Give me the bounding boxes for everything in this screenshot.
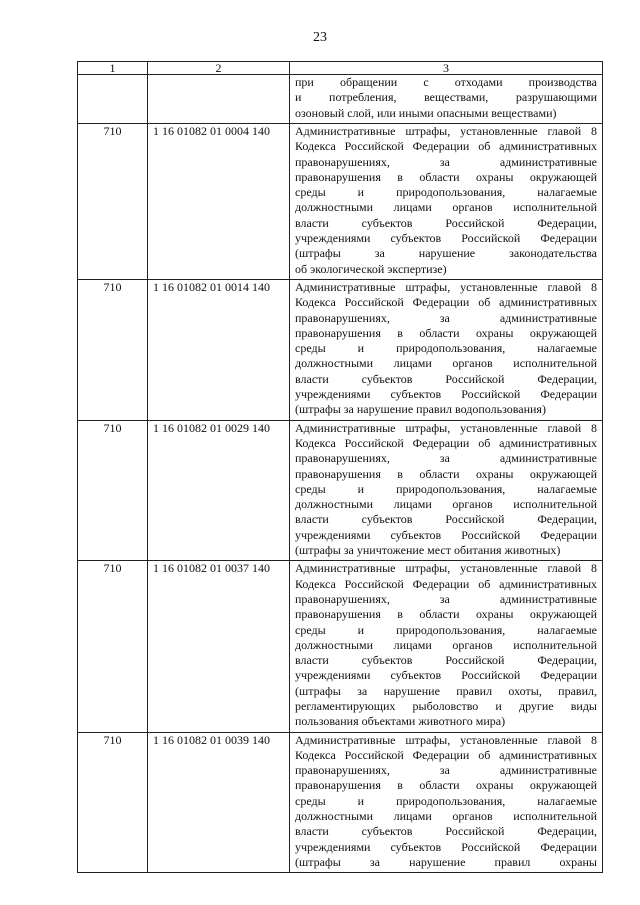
description-line: власти субъектов Российской Федерации, <box>295 371 597 386</box>
description-line: (штрафы за нарушение правил охраны <box>295 854 597 869</box>
table-body <box>78 75 603 873</box>
description-line: Кодекса Российской Федерации об административных <box>295 295 597 310</box>
table-row <box>78 561 603 732</box>
description-line: (штрафы за уничтожение мест обитания животных) <box>295 543 561 558</box>
table-row <box>78 420 603 561</box>
description-line: и потребления, веществами, разрушающими <box>295 90 597 105</box>
description-line: учреждениями субъектов Российской Федерации <box>295 668 597 683</box>
description-line: среды и природопользования, налагаемые <box>295 341 597 356</box>
description-line: правонарушения в области охраны окружающей <box>295 778 597 793</box>
description-line: правонарушения в области охраны окружающей <box>295 607 597 622</box>
admin-code-cell: 710 <box>78 420 148 561</box>
description-line: Кодекса Российской Федерации об административных <box>295 435 597 450</box>
continuation-row <box>78 75 603 124</box>
description-line: правонарушениях, за административные <box>295 310 597 325</box>
description-cell <box>290 279 603 420</box>
description-line: регламентирующих рыболовство и другие виды <box>295 698 597 713</box>
description-line: (штрафы за нарушение правил охоты, правил, <box>295 683 597 698</box>
description-line: Кодекса Российской Федерации об административных <box>295 576 597 591</box>
description-line: должностными лицами органов исполнительной <box>295 497 597 512</box>
description-line: среды и природопользования, налагаемые <box>295 185 597 200</box>
budget-codes-table <box>77 61 603 873</box>
description-line: должностными лицами органов исполнительной <box>295 809 597 824</box>
description-line: Административные штрафы, установленные главой 8 <box>295 732 597 747</box>
table-row <box>78 279 603 420</box>
description-line: Административные штрафы, установленные главой 8 <box>295 124 597 138</box>
description-line: Кодекса Российской Федерации об административных <box>295 139 597 154</box>
kbk-cell: 1 16 01082 01 0039 140 <box>148 732 290 873</box>
table-row <box>78 732 603 873</box>
description-cell <box>290 561 603 732</box>
description-line: Административные штрафы, установленные главой 8 <box>295 561 597 576</box>
description-line: (штрафы за нарушение законодательства <box>295 246 597 261</box>
description-line: Административные штрафы, установленные главой 8 <box>295 420 597 435</box>
description-line: учреждениями субъектов Российской Федерации <box>295 839 597 854</box>
description-line: озоновый слой, или иными опасными веществами) <box>295 105 557 120</box>
description-line: правонарушения в области охраны окружающей <box>295 325 597 340</box>
column-header-2: 2 <box>148 62 290 75</box>
description-line: правонарушения в области охраны окружающей <box>295 169 597 184</box>
description-line: власти субъектов Российской Федерации, <box>295 653 597 668</box>
description-line: власти субъектов Российской Федерации, <box>295 824 597 839</box>
table-row <box>78 124 603 280</box>
description-line: учреждениями субъектов Российской Федерации <box>295 387 597 402</box>
kbk-cell: 1 16 01082 01 0029 140 <box>148 420 290 561</box>
admin-code-cell <box>78 75 148 124</box>
kbk-cell: 1 16 01082 01 0014 140 <box>148 279 290 420</box>
description-line: при обращении с отходами производства <box>295 75 597 89</box>
description-line: правонарушения в области охраны окружающей <box>295 466 597 481</box>
admin-code-cell: 710 <box>78 124 148 280</box>
admin-code-cell: 710 <box>78 561 148 732</box>
description-line: среды и природопользования, налагаемые <box>295 622 597 637</box>
description-line: правонарушениях, за административные <box>295 763 597 778</box>
description-line: среды и природопользования, налагаемые <box>295 481 597 496</box>
description-line: власти субъектов Российской Федерации, <box>295 512 597 527</box>
description-cell <box>290 75 603 124</box>
kbk-cell <box>148 75 290 124</box>
description-line: учреждениями субъектов Российской Федерации <box>295 231 597 246</box>
description-cell <box>290 420 603 561</box>
column-header-1: 1 <box>78 62 148 75</box>
description-line: (штрафы за нарушение правил водопользования) <box>295 402 546 417</box>
column-header-3: 3 <box>290 62 603 75</box>
description-line: должностными лицами органов исполнительной <box>295 200 597 215</box>
kbk-cell: 1 16 01082 01 0037 140 <box>148 561 290 732</box>
description-line: об экологической экспертизе) <box>295 261 447 276</box>
description-line: должностными лицами органов исполнительной <box>295 356 597 371</box>
description-line: правонарушениях, за административные <box>295 154 597 169</box>
description-line: правонарушениях, за административные <box>295 451 597 466</box>
description-line: пользования объектами животного мира) <box>295 714 506 729</box>
admin-code-cell: 710 <box>78 732 148 873</box>
description-line: Административные штрафы, установленные главой 8 <box>295 279 597 294</box>
description-line: Кодекса Российской Федерации об административных <box>295 747 597 762</box>
description-line: среды и природопользования, налагаемые <box>295 793 597 808</box>
description-cell <box>290 732 603 873</box>
description-line: власти субъектов Российской Федерации, <box>295 215 597 230</box>
description-cell <box>290 124 603 280</box>
table-header-row <box>78 62 603 75</box>
description-line: правонарушениях, за административные <box>295 591 597 606</box>
admin-code-cell: 710 <box>78 279 148 420</box>
page-number: 23 <box>313 30 327 45</box>
kbk-cell: 1 16 01082 01 0004 140 <box>148 124 290 280</box>
description-line: учреждениями субъектов Российской Федерации <box>295 527 597 542</box>
description-line: должностными лицами органов исполнительной <box>295 637 597 652</box>
